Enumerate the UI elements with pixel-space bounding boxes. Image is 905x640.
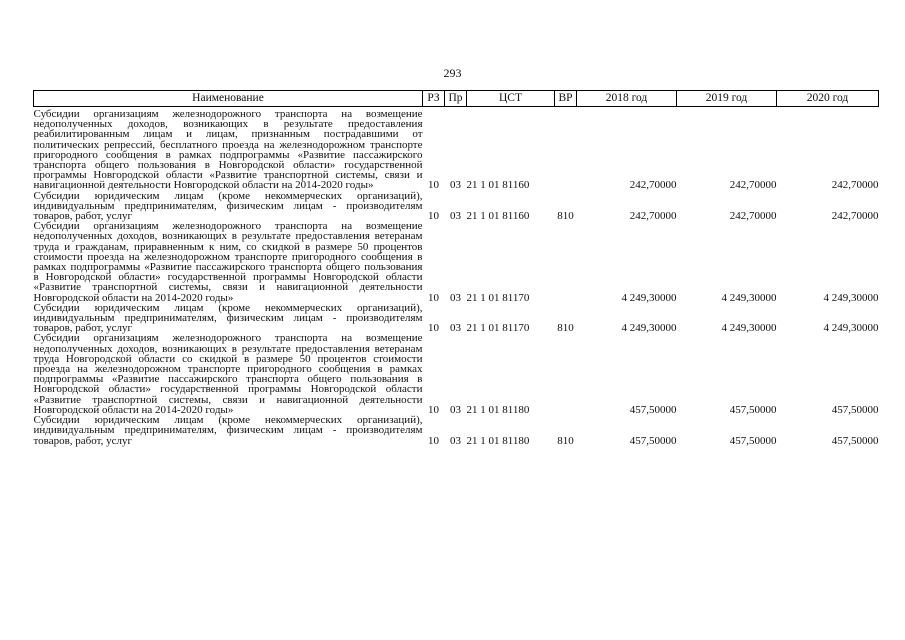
row-name: Субсидии юридическим лицам (кроме некоммерческих организаций), индивидуальным предпринимателям, физическим лицам - производителям товаров, работ, услуг <box>33 414 423 447</box>
row-2019: 242,70000 <box>729 210 777 223</box>
table-row <box>34 191 879 222</box>
row-2018: 457,50000 <box>629 403 677 416</box>
row-rz: 10 <box>428 291 439 304</box>
header-row <box>34 91 879 107</box>
table-row <box>34 333 879 415</box>
row-cst: 21 1 01 81180 <box>466 434 530 447</box>
row-2020: 4 249,30000 <box>823 322 879 335</box>
row-name: Субсидии организациям железнодорожного транспорта на возмещение недополученных доходов, возникающих в результате предоставления ветеранам труда Новгородской области со скидкой в размере 50 процентов стоимости проезда на железнодорожном транспорте пригородного сообщения в рамках подпрограммы «Развитие пассажирского транспорта общего пользования в Новгородской области» государственной программы Новгородской области «Развитие транспортной системы, связи и навигационной деятельности Новгородской области на 2014-2020 годы» <box>33 332 423 416</box>
row-vr: 810 <box>557 322 574 335</box>
row-2018: 242,70000 <box>629 210 677 223</box>
row-vr <box>555 109 577 191</box>
row-rz: 10 <box>428 403 439 416</box>
row-rz: 10 <box>428 179 439 192</box>
row-2019: 4 249,30000 <box>721 322 777 335</box>
row-pr: 03 <box>450 179 461 192</box>
row-2019: 457,50000 <box>729 434 777 447</box>
row-vr: 810 <box>557 210 574 223</box>
row-vr: 810 <box>557 434 574 447</box>
row-2020: 242,70000 <box>831 210 879 223</box>
row-vr <box>555 221 577 303</box>
header-name: Наименование <box>34 91 423 107</box>
row-cst: 21 1 01 81160 <box>466 179 530 192</box>
row-2018: 4 249,30000 <box>621 291 677 304</box>
row-pr: 03 <box>450 434 461 447</box>
header-vr: ВР <box>555 91 577 107</box>
row-rz: 10 <box>428 322 439 335</box>
row-name: Субсидии организациям железнодорожного транспорта на возмещение недополученных доходов, возникающих в результате предоставления реабилитированным лицам и лицам, признанным пострадавшими от политических репрессий, бесплатного проезда на железнодорожном транспорте пригородного сообщения в рамках подпрограммы «Развитие пассажирского транспорта общего пользования в Новгородской области» государственной программы Новгородской области «Развитие транспортной системы, связи и навигационной деятельности Новгородской области на 2014-2020 годы» <box>33 108 423 192</box>
row-pr: 03 <box>450 322 461 335</box>
row-cst: 21 1 01 81180 <box>466 403 530 416</box>
row-cst: 21 1 01 81170 <box>466 322 530 335</box>
row-name: Субсидии юридическим лицам (кроме некоммерческих организаций), индивидуальным предпринимателям, физическим лицам - производителям товаров, работ, услуг <box>33 301 423 335</box>
row-2019: 4 249,30000 <box>721 291 777 304</box>
table-row <box>34 109 879 191</box>
row-2020: 457,50000 <box>831 403 879 416</box>
row-cst: 21 1 01 81160 <box>466 210 530 223</box>
header-rz: РЗ <box>423 91 445 107</box>
row-2020: 457,50000 <box>831 434 879 447</box>
header-cst: ЦСТ <box>467 91 555 107</box>
row-2018: 457,50000 <box>629 434 677 447</box>
page-number: 293 <box>443 66 462 80</box>
row-rz: 10 <box>428 210 439 223</box>
row-2019: 457,50000 <box>729 403 777 416</box>
table-row <box>34 221 879 303</box>
header-2018: 2018 год <box>577 91 677 107</box>
row-2019: 242,70000 <box>729 179 777 192</box>
header-2020: 2020 год <box>777 91 879 107</box>
budget-table <box>33 90 879 446</box>
row-rz: 10 <box>428 434 439 447</box>
row-vr <box>555 333 577 415</box>
row-pr: 03 <box>450 291 461 304</box>
row-pr: 03 <box>450 403 461 416</box>
row-2018: 242,70000 <box>629 179 677 192</box>
header-pr: Пр <box>445 91 467 107</box>
row-2020: 4 249,30000 <box>823 291 879 304</box>
row-pr: 03 <box>450 210 461 223</box>
table-row <box>34 415 879 446</box>
row-2020: 242,70000 <box>831 179 879 192</box>
row-name: Субсидии организациям железнодорожного транспорта на возмещение недополученных доходов, возникающих в результате предоставления ветеранам труда и гражданам, приравненным к ним, со скидкой в размере 50 процентов стоимости проезда на железнодорожном транспорте пригородного сообщения в рамках подпрограммы «Развитие пассажирского транспорта общего пользования в Новгородской области» государственной программы Новгородской области «Развитие транспортной системы, связи и навигационной деятельности Новгородской области на 2014-2020 годы» <box>33 220 423 304</box>
row-name: Субсидии юридическим лицам (кроме некоммерческих организаций), индивидуальным предпринимателям, физическим лицам - производителям товаров, работ, услуг <box>33 189 423 223</box>
row-2018: 4 249,30000 <box>621 322 677 335</box>
header-2019: 2019 год <box>677 91 777 107</box>
table-row <box>34 303 879 334</box>
row-cst: 21 1 01 81170 <box>466 291 530 304</box>
